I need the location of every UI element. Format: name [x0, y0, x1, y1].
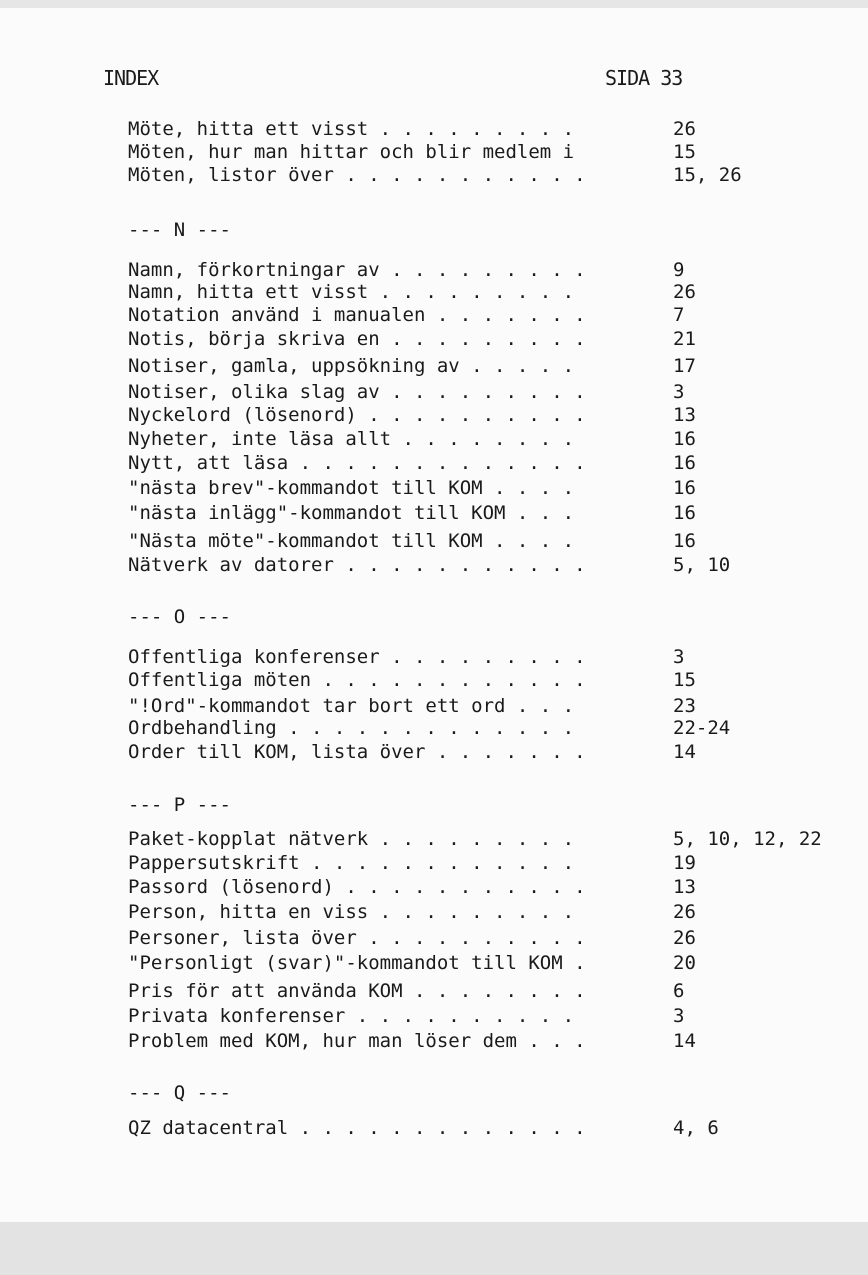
index-entry-pages: 22-24 [673, 717, 731, 739]
section-heading: --- P --- [128, 794, 231, 816]
index-entry-pages: 5, 10 [673, 554, 731, 576]
index-entry-text: Pappersutskrift . . . . . . . . . . . . [128, 852, 575, 874]
index-entry-text: Notis, börja skriva en . . . . . . . . . [128, 328, 586, 350]
index-entry-pages: 21 [673, 328, 696, 350]
header-page-number: SIDA 33 [605, 66, 683, 90]
index-entry-text: Nyheter, inte läsa allt . . . . . . . . [128, 428, 575, 450]
index-entry-pages: 16 [673, 452, 696, 474]
index-entry-text: Offentliga konferenser . . . . . . . . . [128, 646, 586, 668]
index-entry-text: Ordbehandling . . . . . . . . . . . . . [128, 717, 575, 739]
index-entry-text: Pris för att använda KOM . . . . . . . . [128, 980, 586, 1002]
index-entry-text: "nästa inlägg"-kommandot till KOM . . . [128, 502, 575, 524]
index-entry-text: Privata konferenser . . . . . . . . . . [128, 1005, 575, 1027]
index-entry-pages: 26 [673, 118, 696, 140]
index-entry-text: "nästa brev"-kommandot till KOM . . . . [128, 477, 575, 499]
index-entry-text: Möten, listor över . . . . . . . . . . . [128, 164, 586, 186]
index-entry-text: Notiser, gamla, uppsökning av . . . . . [128, 355, 575, 377]
index-entry-pages: 14 [673, 1030, 696, 1052]
index-entry-pages: 26 [673, 927, 696, 949]
index-entry-pages: 26 [673, 901, 696, 923]
index-entry-pages: 17 [673, 355, 696, 377]
index-entry-pages: 23 [673, 695, 696, 717]
index-entry-pages: 26 [673, 281, 696, 303]
index-entry-text: Personer, lista över . . . . . . . . . . [128, 927, 586, 949]
index-entry-pages: 15 [673, 141, 696, 163]
index-entry-pages: 13 [673, 876, 696, 898]
index-entry-text: QZ datacentral . . . . . . . . . . . . . [128, 1117, 586, 1139]
index-entry-pages: 19 [673, 852, 696, 874]
index-entry-text: Namn, förkortningar av . . . . . . . . . [128, 259, 586, 281]
index-entry-pages: 6 [673, 980, 685, 1002]
section-heading: --- N --- [128, 219, 231, 241]
index-entry-text: Nätverk av datorer . . . . . . . . . . . [128, 554, 586, 576]
index-entry-text: Problem med KOM, hur man löser dem . . . [128, 1030, 586, 1052]
index-entry-pages: 16 [673, 530, 696, 552]
index-entry-text: "!Ord"-kommandot tar bort ett ord . . . [128, 695, 575, 717]
index-entry-text: Order till KOM, lista över . . . . . . . [128, 741, 586, 763]
index-entry-pages: 16 [673, 477, 696, 499]
index-entry-pages: 20 [673, 952, 696, 974]
index-entry-pages: 4, 6 [673, 1117, 719, 1139]
index-entry-text: Nyckelord (lösenord) . . . . . . . . . . [128, 404, 586, 426]
index-entry-text: Passord (lösenord) . . . . . . . . . . . [128, 876, 586, 898]
index-entry-text: Möten, hur man hittar och blir medlem i [128, 141, 575, 163]
index-entry-pages: 9 [673, 259, 685, 281]
index-entry-text: Namn, hitta ett visst . . . . . . . . . [128, 281, 575, 303]
index-entry-pages: 14 [673, 741, 696, 763]
index-entry-pages: 15 [673, 669, 696, 691]
index-entry-text: Notation använd i manualen . . . . . . . [128, 304, 586, 326]
section-heading: --- O --- [128, 606, 231, 628]
index-entry-pages: 15, 26 [673, 164, 742, 186]
index-entry-text: Notiser, olika slag av . . . . . . . . . [128, 381, 586, 403]
section-heading: --- Q --- [128, 1082, 231, 1104]
index-entry-text: "Nästa möte"-kommandot till KOM . . . . [128, 530, 575, 552]
index-entry-pages: 16 [673, 428, 696, 450]
index-entry-text: Nytt, att läsa . . . . . . . . . . . . . [128, 452, 586, 474]
index-entry-pages: 3 [673, 1005, 685, 1027]
index-entry-pages: 7 [673, 304, 685, 326]
index-entry-text: "Personligt (svar)"-kommandot till KOM . [128, 952, 586, 974]
scan-bottom-margin [0, 1222, 868, 1275]
index-entry-pages: 13 [673, 404, 696, 426]
index-entry-pages: 16 [673, 502, 696, 524]
index-entry-text: Person, hitta en viss . . . . . . . . . [128, 901, 575, 923]
index-entry-text: Paket-kopplat nätverk . . . . . . . . . [128, 828, 575, 850]
header-index-label: INDEX [103, 66, 159, 90]
index-entry-pages: 5, 10, 12, 22 [673, 828, 822, 850]
index-entry-pages: 3 [673, 646, 685, 668]
index-entry-text: Offentliga möten . . . . . . . . . . . . [128, 669, 586, 691]
index-entry-pages: 3 [673, 381, 685, 403]
index-entry-text: Möte, hitta ett visst . . . . . . . . . [128, 118, 575, 140]
